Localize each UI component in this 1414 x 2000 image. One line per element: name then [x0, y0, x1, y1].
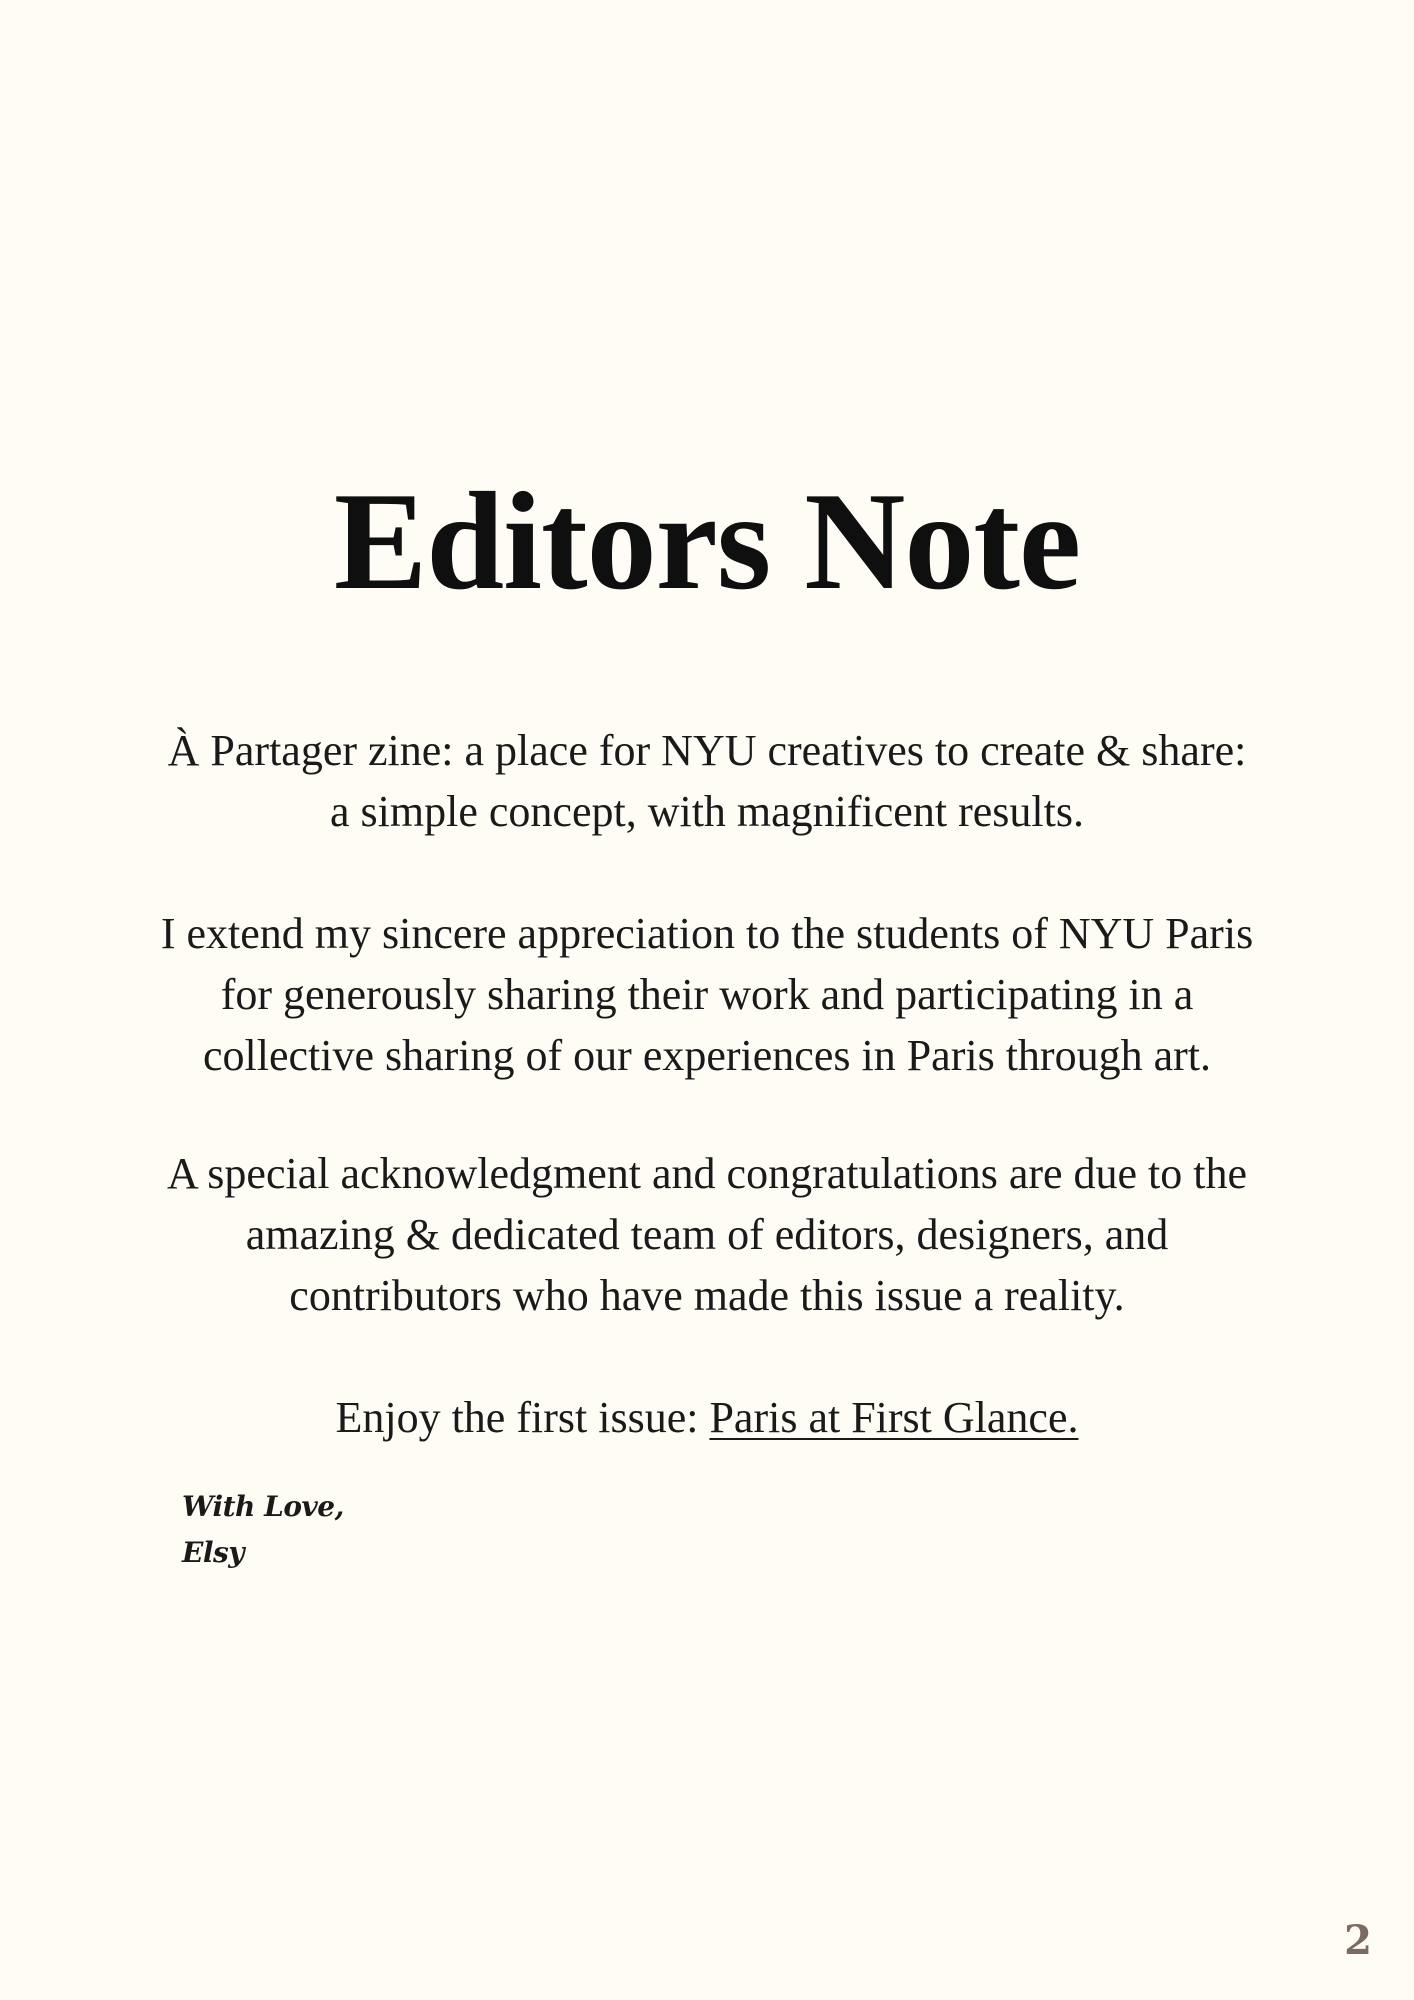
- enjoy-paragraph: [130, 1387, 1284, 1448]
- page-title: Editors Note: [333, 464, 1081, 619]
- acknowledgment-line-3: contributors who have made this issue a reality.: [289, 1271, 1125, 1320]
- signature-closing: With Love,: [182, 1490, 344, 1523]
- appreciation-line-3: collective sharing of our experiences in Paris through art.: [202, 1031, 1211, 1080]
- intro-paragraph: [130, 720, 1284, 842]
- signature-name: Elsy: [182, 1536, 245, 1569]
- appreciation-line-1: I extend my sincere appreciation to the students of NYU Paris: [160, 909, 1254, 958]
- intro-line-1: À Partager zine: a place for NYU creatives to create & share:: [167, 726, 1247, 775]
- acknowledgment-line-2: amazing & dedicated team of editors, designers, and: [245, 1210, 1169, 1259]
- intro-line-2: a simple concept, with magnificent results.: [330, 787, 1084, 836]
- appreciation-line-2: for generously sharing their work and participating in a: [220, 970, 1194, 1019]
- enjoy-prefix: Enjoy the first issue:: [335, 1393, 710, 1442]
- page-number: 2: [1344, 1917, 1372, 1964]
- signature: [182, 1484, 344, 1576]
- acknowledgment-line-1: A special acknowledgment and congratulations are due to the: [166, 1149, 1248, 1198]
- acknowledgment-paragraph: [130, 1143, 1284, 1326]
- issue-title-link[interactable]: Paris at First Glance.: [709, 1393, 1079, 1442]
- appreciation-paragraph: [130, 903, 1284, 1086]
